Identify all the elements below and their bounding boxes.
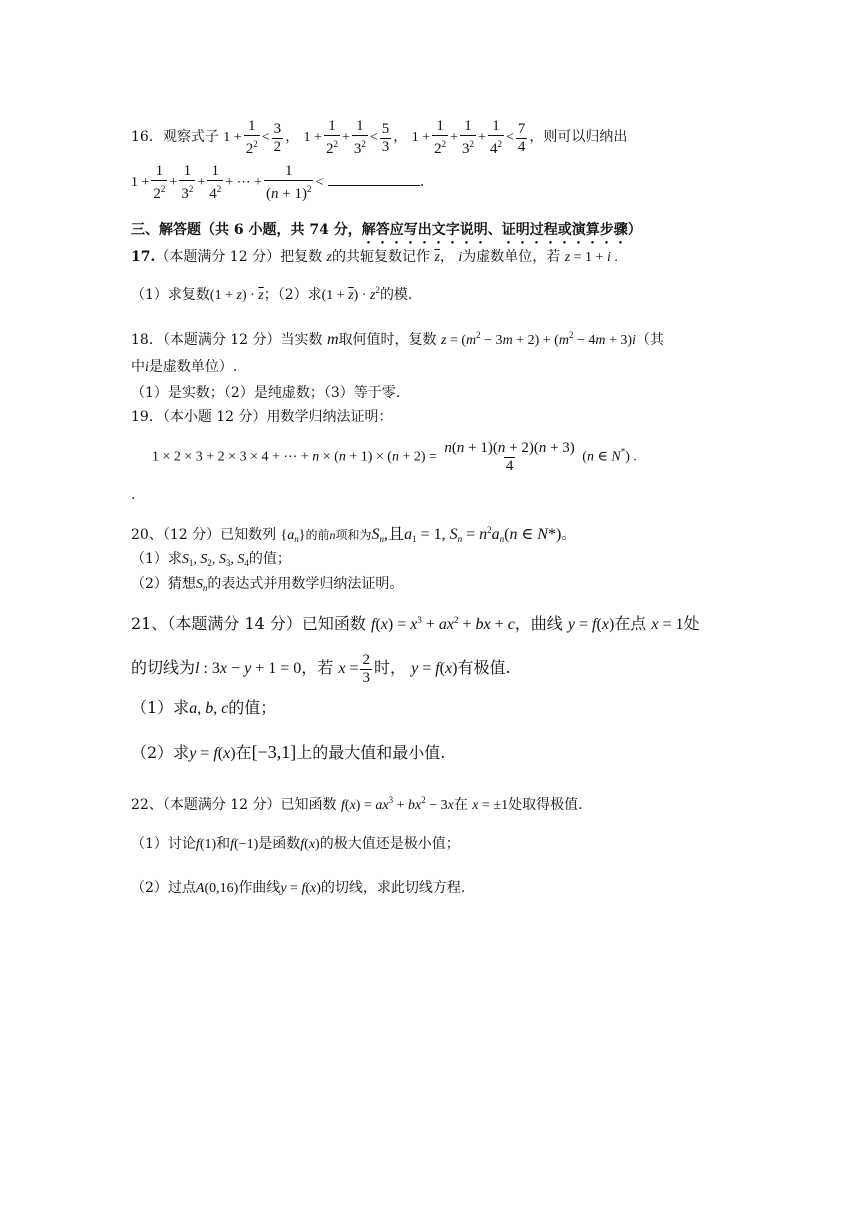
q21-tangent: l : 3x − y + 1 = 0	[195, 660, 302, 678]
section-3-title: 三、解答题（共 6 小题，共 74 分，	[131, 222, 362, 238]
q22-f1: f(1)	[195, 837, 217, 852]
q18-l2b: 是虚数单位）.	[148, 359, 238, 375]
q16-lead: 观察式子	[162, 129, 219, 146]
q22-p1a: （1）讨论	[131, 836, 196, 852]
q22-point-A: A(0,16)	[195, 881, 239, 896]
q18-formula: $z = (m^2 - 3m + 2) + (m^2 - 4m + 3)i$	[441, 330, 636, 348]
q17-z-conj: $\overline{z}$	[434, 250, 440, 265]
q19-dot: .	[131, 487, 136, 503]
q17-formula-z: z = 1 + i .	[564, 250, 618, 265]
q21-part1	[131, 697, 276, 720]
q17-var-i: i	[458, 250, 463, 265]
q20-part2	[131, 574, 403, 598]
q18-head: （本题满分 12 分）当实数	[162, 332, 323, 348]
q17-t1: 的共轭复数记作	[331, 249, 430, 265]
q20-formula: $a_1 = 1$, $S_n = n^2a_n(n$ ∈ N*)	[404, 525, 562, 544]
q16-formula-3: 1 + $\frac{1}{2^2}$ + $\frac{1}{3^2}$ + $\frac{1}{4^2}$ < $\frac{7}{4}$	[411, 118, 526, 157]
q16-formula-1: 1 + $\frac{1}{2^2}$ < $\frac{3}{2}$	[223, 118, 282, 157]
q20-t3: 且	[388, 524, 405, 543]
q16-answer-blank[interactable]	[328, 173, 420, 186]
q20-Sn-2: $S_n$	[195, 577, 208, 593]
q22-number: 22、	[131, 797, 163, 813]
q21-p1a: （1）求	[131, 698, 190, 717]
q18-parts: （1）是实数；（2）是纯虚数；（3）等于零.	[131, 385, 401, 401]
q18-line2	[131, 357, 237, 378]
q21-abc: a, b, c	[189, 700, 229, 717]
q22-part2	[131, 878, 465, 899]
q16-formula-general: 1 + $\frac{1}{2^2}$ + $\frac{1}{3^2}$ + $\frac{1}{4^2}$ + ⋯ + $\frac{1}{(n + 1)^2}$ <	[131, 163, 324, 202]
q22-p2b: 作曲线	[238, 880, 281, 896]
q22-fx: f(x)	[300, 837, 320, 852]
q21-head: （本题满分 14 分）已知函数	[167, 614, 366, 633]
q18-t2: （其	[635, 332, 664, 348]
q21-formula-y-2: y = f(x)	[411, 660, 458, 678]
q17-line2	[131, 280, 412, 306]
q22-x-values: x = ±1	[472, 798, 509, 813]
q20-seq: $\{a_n\}$	[280, 528, 306, 544]
q21-line2	[131, 652, 511, 687]
q20-Sn: $S_n$,	[371, 526, 389, 544]
q22-p2c: 的切线，求此切线方程.	[320, 880, 466, 896]
q21-p1b: 的值；	[228, 698, 277, 717]
q20-t1: 的前	[305, 528, 330, 542]
q22-head: （本题满分 12 分）已知函数	[162, 797, 337, 813]
q20-p2a: （2）猜想	[131, 576, 196, 592]
q22-part1	[131, 834, 460, 855]
q19-line1	[131, 407, 393, 427]
section-3-header	[131, 220, 642, 247]
q22-p1b: 和	[216, 836, 231, 852]
section-3-close: ）	[627, 222, 642, 238]
q17-p1: （1）求复数	[131, 287, 210, 303]
q19-formula: 1 × 2 × 3 + 2 × 3 × 4 + ⋯ + n × (n + 1) × (n + 2) = $\frac{n(n + 1)(n + 2)(n + 3)}{4}$ (n ∈ N*) .	[152, 440, 637, 474]
q20-line1	[131, 520, 575, 549]
q16-formula-2: 1 + $\frac{1}{2^2}$ + $\frac{1}{3^2}$ < $\frac{5}{3}$	[303, 118, 390, 157]
q21-l2c: 时，	[373, 658, 406, 678]
q20-p2b: 的表达式并用数学归纳法证明。	[207, 576, 404, 592]
q19-head: （本小题 12 分）用数学归纳法证明：	[162, 409, 393, 425]
q17-line1	[131, 247, 618, 268]
q22-formula-f: $f(x) = ax^3 + bx^2 - 3x$	[341, 795, 454, 813]
q21-l2b: ，若	[301, 658, 334, 678]
q17-t3: 为虚数单位，若	[462, 249, 561, 265]
q22-fm1: f(−1)	[230, 837, 259, 852]
q20-part1	[131, 549, 291, 573]
q21-formula-y-3: y = f(x)	[189, 745, 236, 762]
q16-line1: 16．观察式子 1 + $\frac{1}{2^2}$ < $\frac{3}{2}$ ， 1 + $\frac{1}{2^2}$ + $\frac{1}{3^2}$ < $\frac{5}{3}$ ， 1 + $\frac{1}{2^2}$ + $\frac{1}{3^2}$ + $\frac{1}{4^2}$ < $\frac{7}{4}$ ，则可以归纳出	[131, 118, 628, 157]
q17-var-z: z	[326, 250, 332, 265]
q17-head: （本题满分 12 分）把复数	[155, 249, 323, 265]
q20-var-n: n	[329, 528, 336, 542]
q16-tail: ，则可以归纳出	[529, 129, 628, 146]
q20-t2: 项和为	[335, 528, 372, 542]
q21-l2d: 有极值.	[457, 658, 511, 678]
q18-t1: 取何值时，复数	[338, 332, 437, 348]
q22-line1	[131, 790, 583, 816]
q21-t3: 处	[683, 614, 700, 633]
q20-number: 20、	[131, 527, 163, 543]
q20-end: 。	[561, 527, 576, 543]
q21-interval: [−3,1]	[251, 742, 297, 762]
q21-t1: ，曲线	[514, 614, 563, 633]
q16-end: .	[419, 174, 425, 191]
q16-line2	[131, 163, 424, 203]
q16-number: 16．	[131, 129, 163, 146]
q21-number: 21、	[131, 614, 168, 633]
q20-S-list: $S_1$, $S_2$, $S_3$, $S_4$	[181, 552, 249, 568]
q17-formula-2: $(1 + \overline{z}) \cdot z^2$	[321, 285, 380, 303]
q20-head: （12 分）已知数列	[162, 527, 277, 543]
q21-formula-y: y = f(x)	[567, 616, 615, 633]
q21-p2a: （2）求	[131, 743, 190, 762]
q18-l2a: 中	[131, 359, 145, 375]
q19-number: 19．	[131, 409, 163, 425]
q21-p2b: 在	[235, 743, 252, 762]
q18-var-m: m	[327, 331, 339, 348]
section-3-emphasis: 解答应写出文字说明、证明过程或演算步骤	[361, 222, 628, 238]
q22-p1c: 是函数	[258, 836, 301, 852]
q18-line1	[131, 325, 664, 351]
q22-t1: 在	[453, 797, 468, 813]
q21-x-value: x = $\frac{2}{3}$	[338, 652, 370, 686]
q21-part2	[131, 741, 445, 765]
q21-line1	[131, 609, 700, 636]
q21-formula-f: $f(x) = x^3 + ax^2$ + bx + c	[371, 615, 515, 633]
q17-t2: ，	[439, 249, 454, 265]
q22-curve: y = f(x)	[280, 881, 321, 896]
q22-p1d: 的极大值还是极小值；	[319, 836, 460, 852]
q20-p1b: 的值；	[248, 551, 291, 567]
q17-p3: 的模.	[379, 287, 413, 303]
q21-l2a: 的切线为	[131, 658, 196, 678]
q20-p1a: （1）求	[131, 551, 182, 567]
q18-number: 18．	[131, 332, 163, 348]
q21-t2: 在点	[614, 614, 647, 633]
q21-formula-x1: x = 1	[651, 616, 684, 633]
q17-p2: ；（2）求	[263, 287, 322, 303]
q18-var-i: i	[145, 360, 149, 375]
q17-number: 17.	[131, 249, 156, 265]
q21-p2c: 上的最大值和最小值.	[296, 743, 446, 762]
q22-p2a: （2）过点	[131, 880, 196, 896]
q17-formula-1: $(1 + z) \cdot \overline{z}$	[209, 288, 264, 303]
q22-t2: 处取得极值.	[508, 797, 583, 813]
